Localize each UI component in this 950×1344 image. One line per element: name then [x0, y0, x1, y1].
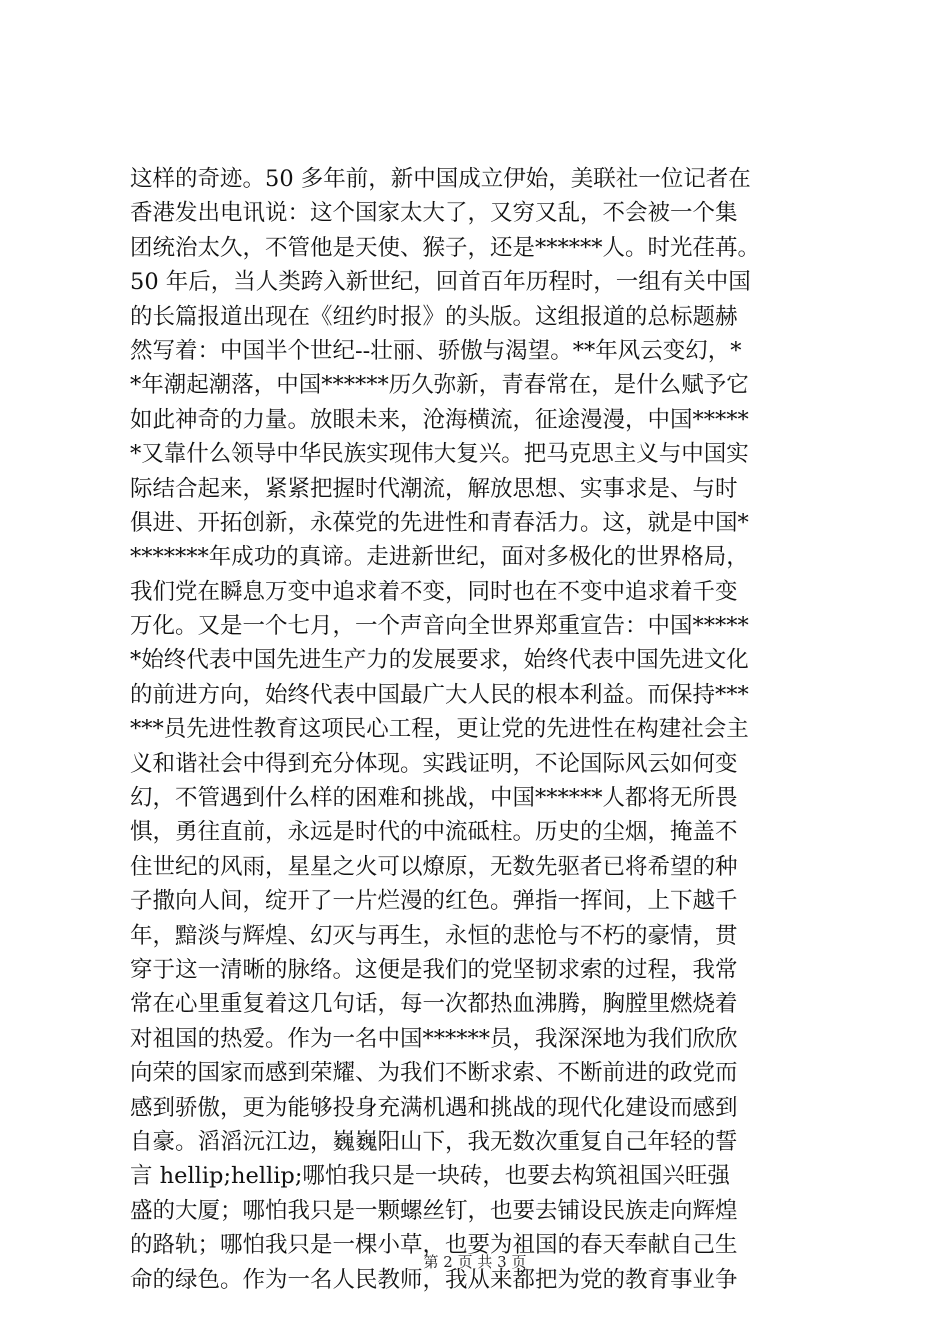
text-line: 际结合起来，紧紧把握时代潮流，解放思想、实事求是、与时 — [130, 475, 738, 502]
text-line: *又靠什么领导中华民族实现伟大复兴。把马克思主义与中国实 — [130, 441, 749, 468]
text-line: 住世纪的风雨，星星之火可以燎原，无数先驱者已将希望的种 — [130, 853, 738, 880]
text-line: 向荣的国家而感到荣耀、为我们不断求索、不断前进的政党而 — [130, 1060, 738, 1087]
text-line: *******年成功的真谛。走进新世纪，面对多极化的世界格局， — [130, 544, 749, 571]
text-line: 义和谐社会中得到充分体现。实践证明，不论国际风云如何变 — [130, 750, 738, 777]
text-line: 穿于这一清晰的脉络。这便是我们的党坚韧求索的过程，我常 — [130, 956, 738, 983]
text-line: 团统治太久，不管他是天使、猴子，还是******人。时光荏苒。 — [130, 234, 761, 261]
body-text — [130, 162, 830, 1297]
text-line: 对祖国的热爱。作为一名中国******员，我深深地为我们欣欣 — [130, 1025, 738, 1052]
text-line: 俱进、开拓创新，永葆党的先进性和青春活力。这，就是中国* — [130, 509, 749, 536]
text-line: 年，黯淡与辉煌、幻灭与再生，永恒的悲怆与不朽的豪情，贯 — [130, 922, 738, 949]
text-line: 幻，不管遇到什么样的困难和挑战，中国******人都将无所畏 — [130, 785, 738, 812]
text-line: 言 hellip;hellip;哪怕我只是一块砖，也要去构筑祖国兴旺强 — [130, 1163, 730, 1190]
page-footer: 第 2 页 共 3 页 — [423, 1253, 527, 1271]
text-line: 这样的奇迹。50 多年前，新中国成立伊始，美联社一位记者在 — [130, 166, 751, 192]
text-line: *年潮起潮落，中国******历久弥新，青春常在，是什么赋予它 — [130, 372, 749, 399]
text-line: 盛的大厦；哪怕我只是一颗螺丝钉，也要去铺设民族走向辉煌 — [130, 1197, 738, 1224]
text-line: 50 年后，当人类跨入新世纪，回首百年历程时，一组有关中国 — [130, 269, 751, 296]
text-line: 惧，勇往直前，永远是时代的中流砥柱。历史的尘烟，掩盖不 — [130, 819, 738, 846]
text-line: 的路轨；哪怕我只是一棵小草，也要为祖国的春天奉献自己生 — [130, 1232, 738, 1259]
text-line: 子撒向人间，绽开了一片烂漫的红色。弹指一挥间，上下越千 — [130, 888, 738, 915]
text-line: 然写着：中国半个世纪--壮丽、骄傲与渴望。**年风云变幻，* — [130, 337, 742, 364]
text-line: 常在心里重复着这几句话，每一次都热血沸腾，胸膛里燃烧着 — [130, 991, 738, 1018]
text-line: 的长篇报道出现在《纽约时报》的头版。这组报道的总标题赫 — [130, 303, 738, 330]
text-line: 万化。又是一个七月，一个声音向全世界郑重宣告：中国***** — [130, 613, 749, 640]
text-line: 如此神奇的力量。放眼未来，沧海横流，征途漫漫，中国***** — [130, 406, 749, 433]
text-line: ***员先进性教育这项民心工程，更让党的先进性在构建社会主 — [130, 716, 749, 743]
text-line: 命的绿色。作为一名人民教师，我从来都把为党的教育事业争 — [130, 1266, 738, 1293]
text-line: 我们党在瞬息万变中追求着不变，同时也在不变中追求着千变 — [130, 578, 738, 605]
text-line: 感到骄傲，更为能够投身充满机遇和挑战的现代化建设而感到 — [130, 1094, 738, 1121]
text-line: *始终代表中国先进生产力的发展要求，始终代表中国先进文化 — [130, 647, 749, 674]
text-line: 香港发出电讯说：这个国家太大了，又穷又乱，不会被一个集 — [130, 200, 738, 227]
text-line: 的前进方向，始终代表中国最广大人民的根本利益。而保持*** — [130, 681, 749, 708]
text-line: 自豪。滔滔沅江边，巍巍阳山下，我无数次重复自己年轻的誓 — [130, 1128, 738, 1155]
